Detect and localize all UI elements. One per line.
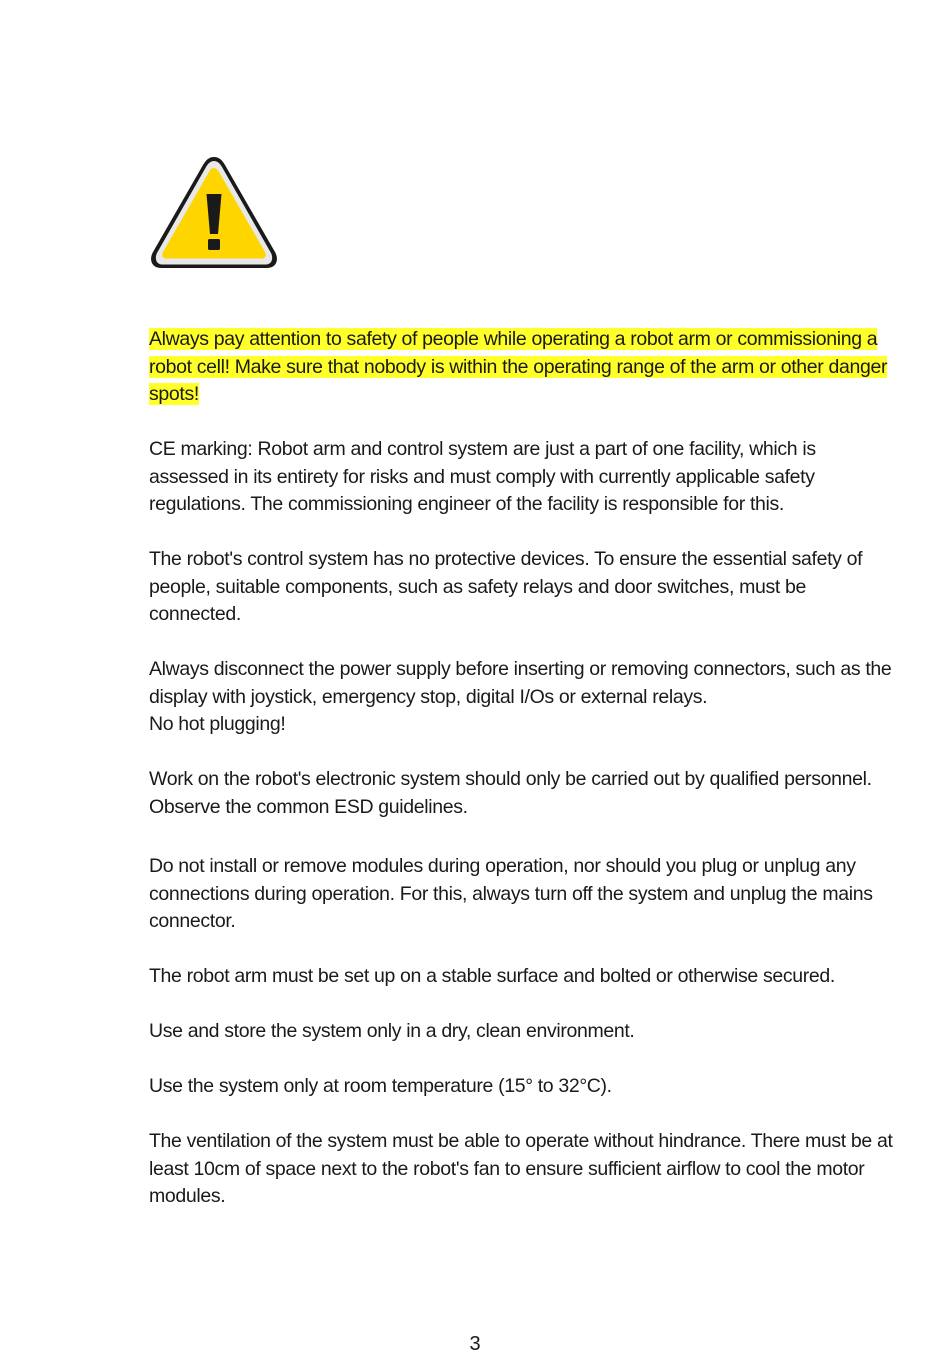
qualified-personnel-paragraph: Work on the robot's electronic system should only be carried out by qualified personnel. Observe the common ESD guidelines.: [149, 768, 872, 818]
safety-instructions: [149, 326, 894, 1238]
modules-operation-paragraph: Do not install or remove modules during operation, nor should you plug or unplug any connections during operation. For this, always turn off the system and unplug the mains connector.: [149, 855, 873, 932]
page-number: 3: [469, 1333, 481, 1355]
warning-triangle-icon: [148, 154, 280, 272]
power-supply-paragraph: Always disconnect the power supply before inserting or removing connectors, such as the display with joystick, emergency stop, digital I/Os or external relays. No hot plugging!: [149, 658, 892, 735]
room-temperature-paragraph: Use the system only at room temperature (15° to 32°C).: [149, 1075, 612, 1097]
ventilation-paragraph: The ventilation of the system must be able to operate without hindrance. There must be at least 10cm of space next to the robot's fan to ensure sufficient airflow to cool the motor modules.: [149, 1130, 893, 1207]
stable-surface-paragraph: The robot arm must be set up on a stable surface and bolted or otherwise secured.: [149, 965, 835, 987]
highlighted-warning-text: Always pay attention to safety of people while operating a robot arm or commissioning a robot cell! Make sure that nobody is within the operating range of the arm or other danger spots!: [149, 328, 888, 405]
dry-environment-paragraph: Use and store the system only in a dry, clean environment.: [149, 1020, 635, 1042]
protective-devices-paragraph: The robot's control system has no protective devices. To ensure the essential safety of people, suitable components, such as safety relays and door switches, must be connected.: [149, 548, 863, 625]
safety-warning-paragraph: [149, 326, 894, 409]
ce-marking-paragraph: CE marking: Robot arm and control system are just a part of one facility, which is assessed in its entirety for risks and must comply with currently applicable safety regulations. The commissioning engineer of the facility is responsible for this.: [149, 438, 816, 515]
